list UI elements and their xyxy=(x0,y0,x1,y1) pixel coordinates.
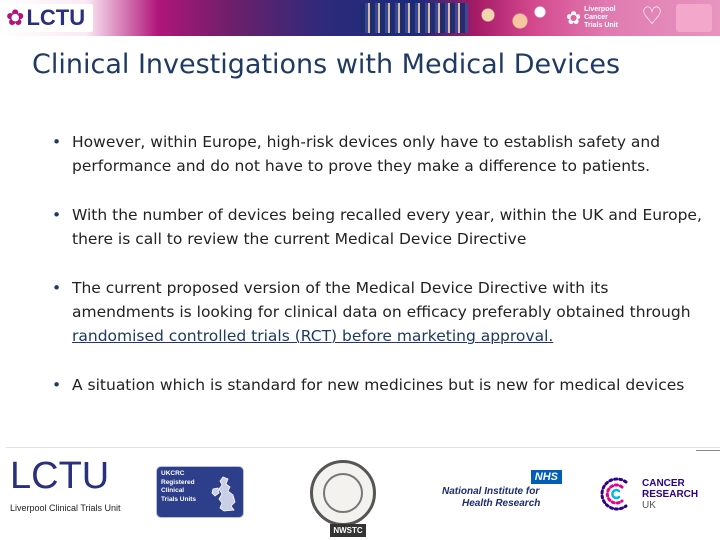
ukcrc-logo xyxy=(156,466,244,518)
nihr-logo xyxy=(440,470,566,510)
crest-icon xyxy=(310,460,376,526)
bullet-item xyxy=(52,276,702,348)
ukcrc-line: Trials Units xyxy=(161,495,197,503)
ukcrc-line: Registered xyxy=(161,478,195,486)
crest-inner-ring xyxy=(323,473,363,513)
nihr-line: National Institute for xyxy=(442,486,540,497)
ukcrc-text xyxy=(161,470,196,504)
bullet-item xyxy=(52,130,702,178)
slide-title: Clinical Investigations with Medical Devices xyxy=(32,49,621,80)
bullet-text: However, within Europe, high-risk devices only have to establish safety and performance and do not have to prove they make a difference to patients. xyxy=(72,133,661,175)
bullet-text: The current proposed version of the Medical Device Directive with its amendments is looking for clinical data on efficacy preferably obtained through xyxy=(72,279,691,321)
footer-divider-tick xyxy=(696,450,720,451)
nhs-badge: NHS xyxy=(531,470,562,484)
lctu-flower-icon: ✿ xyxy=(566,7,582,28)
lctu-banner-logo xyxy=(566,4,640,32)
bullet-text: A situation which is standard for new medicines but is new for medical devices xyxy=(72,376,685,394)
bullet-list xyxy=(52,130,702,422)
cruk-logo xyxy=(596,470,706,518)
ukcrc-line: UKCRC xyxy=(161,470,185,477)
footer-divider xyxy=(6,447,720,448)
footer-lctu-title: LCTU xyxy=(10,455,110,497)
cruk-text: UK xyxy=(642,500,656,511)
cruk-logo-icon xyxy=(596,474,636,514)
uk-map-icon xyxy=(209,475,241,513)
nwstc-label: NWSTC xyxy=(330,524,366,537)
lctu-banner-logo-line: Liverpool Cancer xyxy=(584,6,616,21)
bullet-text: With the number of devices being recalled every year, within the UK and Europe, there is call to review the current Medical Device Directive xyxy=(72,206,702,248)
ukcrc-line: Clinical xyxy=(161,487,185,494)
bullet-dot: • xyxy=(52,376,62,394)
cruk-text: RESEARCH xyxy=(642,489,699,500)
bullet-item xyxy=(52,203,702,251)
nwstc-logo xyxy=(310,460,380,538)
footer-lctu-subtitle: Liverpool Clinical Trials Unit xyxy=(10,503,121,513)
lctu-logo xyxy=(4,4,93,32)
lctu-logo-text: LCTU xyxy=(26,5,86,30)
rct-link[interactable]: randomised controlled trials (RCT) before marketing approval. xyxy=(72,327,554,345)
bullet-dot: • xyxy=(52,133,62,151)
bullet-dot: • xyxy=(52,279,62,297)
lctu-flower-icon: ✿ xyxy=(6,5,25,30)
banner-photo-flowers xyxy=(472,3,552,33)
bullet-item xyxy=(52,373,702,397)
header-banner xyxy=(0,0,720,36)
heart-icon: ♡ xyxy=(641,3,663,30)
banner-photo-pink xyxy=(676,4,712,32)
banner-photo-group xyxy=(360,3,468,33)
bullet-dot: • xyxy=(52,206,62,224)
lctu-banner-logo-line: Trials Unit xyxy=(584,22,618,29)
cruk-text: CANCER xyxy=(642,478,685,489)
footer-lctu-logo xyxy=(10,455,150,513)
nihr-line: Health Research xyxy=(462,498,541,509)
lctu-banner-logo-text xyxy=(584,6,640,30)
